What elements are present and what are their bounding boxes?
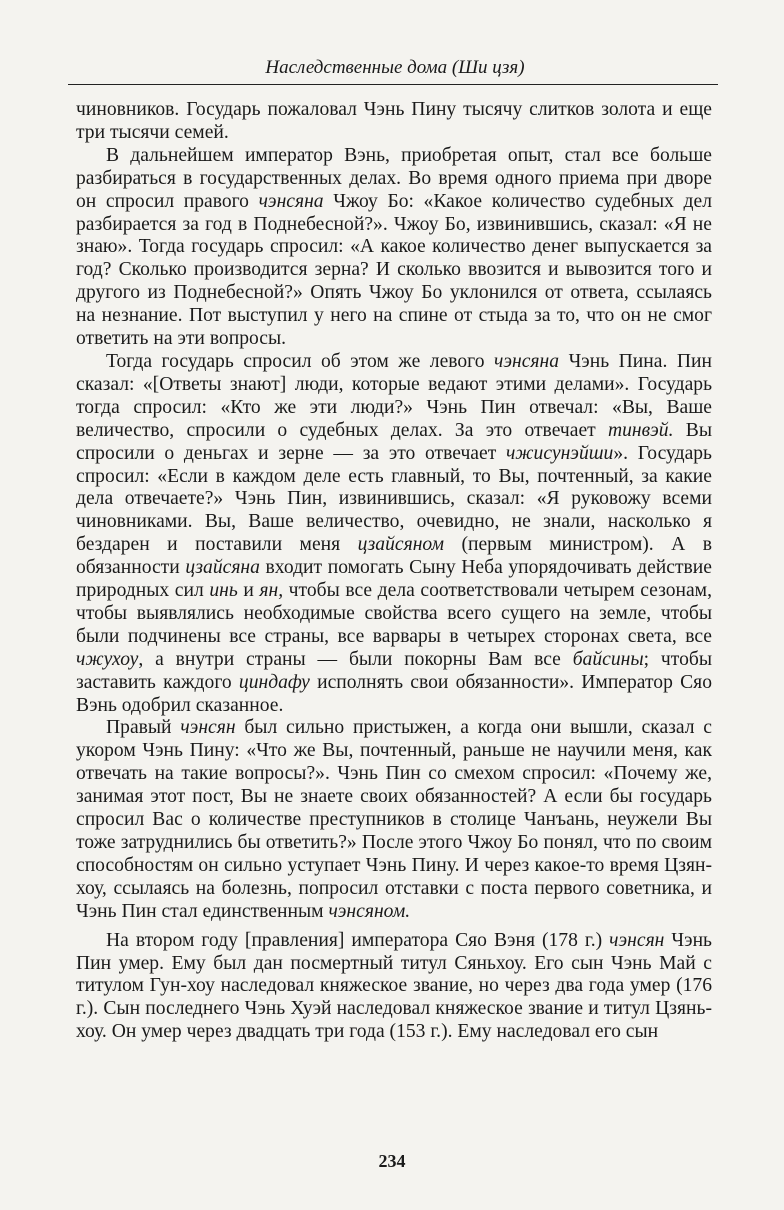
italic-term: чэнсяна xyxy=(258,190,324,212)
italic-term: циндафу xyxy=(238,671,310,693)
italic-term: чэнсяном. xyxy=(328,900,411,922)
text-run: исполнять свои обязанности». Император Сяо Вэнь одобрил сказанное. xyxy=(76,671,712,716)
italic-term: чэнсян xyxy=(609,929,665,951)
text-run: Вы спросили о деньгах и зерне — за это отвечает xyxy=(76,419,712,464)
italic-term: ян, xyxy=(259,580,284,602)
body-text xyxy=(76,99,712,1044)
italic-term: цзайсяном xyxy=(357,534,444,556)
italic-term: цзайсяна xyxy=(185,557,260,579)
text-run: На втором году [правления] императора Сяо Вэня (178 г.) xyxy=(106,929,610,951)
text-run: ». Государь спросил: «Если в каждом деле есть главный, то Вы, почтенный, за какие дела отвечаете?» Чэнь Пин, извинившись, сказал: «Я руковожу всеми чиновниками. Вы, Ваше величество, очевидно, не знали, насколько я бездарен и поставили меня xyxy=(76,442,712,556)
italic-term: чэнсян xyxy=(180,717,236,739)
text-run: ; чтобы заставить каждого xyxy=(76,648,712,693)
text-run: Правый xyxy=(106,717,181,739)
paragraph-4 xyxy=(76,717,712,923)
text-run: входит помогать Сыну Неба упорядочивать действие природных сил xyxy=(76,557,712,602)
paragraph-5 xyxy=(76,930,712,1045)
text-run: , а внутри страны — были покорны Вам все xyxy=(138,648,573,670)
text-run: В дальнейшем император Вэнь, приобретая опыт, стал все больше разбираться в государственных делах. Во время одного приема при дворе он спросил правого xyxy=(76,144,712,212)
header-rule xyxy=(68,84,718,85)
text-run: Чэнь Пина. Пин сказал: «[Ответы знают] люди, которые ведают этими делами». Государь тогда спросил: «Кто же эти люди?» Чэнь Пин отвечал: «Вы, Ваше величество, спросили о судебных делах. За это отвечает xyxy=(76,350,712,441)
text-run: чтобы все дела соответствовали четырем сезонам, чтобы выявлялись необходимые свойства всего сущего на земле, чтобы были подчинены все страны, все варвары в четырех сторонах света, все xyxy=(76,580,712,647)
text-run: чиновников. Государь пожаловал Чэнь Пину тысячу слитков золота и еще три тысячи семей. xyxy=(76,99,712,143)
text-run: (первым министром). А в обязанности xyxy=(76,534,712,579)
paragraph-3 xyxy=(76,351,712,718)
italic-term: тинвэй. xyxy=(607,419,674,441)
text-run: Чжоу Бо: «Какое количество судебных дел разбирается за год в Поднебесной?». Чжоу Бо, извинившись, сказал: «Я не знаю». Тогда государь спросил: «А какое количество денег выпускается за год? Сколько производится зерна? И сколько ввозится и вывозится того и другого из Поднебесной?» Опять Чжоу Бо уклонился от ответа, ссылаясь на незнание. Пот выступил у него на спине от стыда за то, что он не смог ответить на эти вопросы. xyxy=(76,190,712,350)
page-number: 234 xyxy=(378,1151,406,1171)
text-run: и xyxy=(237,580,260,602)
italic-term: чжисунэйши xyxy=(505,442,614,464)
italic-term: инь xyxy=(209,580,238,602)
italic-term: чэнсяна xyxy=(494,350,560,372)
text-run: Чэнь Пин умер. Ему был дан посмертный титул Сяньхоу. Его сын Чэнь Май с титулом Гун-хоу наследовал княжеское звание, но через два года умер (176 г.). Сын последнего Чэнь Хуэй наследовал княжеское звание и титул Цзянь-хоу. Он умер через двадцать три года (153 г.). Ему наследовал его сын xyxy=(76,929,712,1043)
running-header: Наследственные дома (Ши цзя) xyxy=(265,57,525,78)
paragraph-2 xyxy=(76,145,712,351)
italic-term: чжухоу xyxy=(76,648,139,670)
italic-term: байсины xyxy=(572,648,644,670)
paragraph-1 xyxy=(76,99,712,145)
text-run: Тогда государь спросил об этом же левого xyxy=(106,350,495,372)
text-run: был сильно пристыжен, а когда они вышли, сказал с укором Чэнь Пину: «Что же Вы, почтенный, раньше не научили меня, как отвечать на такие вопросы?». Чэнь Пин со смехом спросил: «Почему же, занимая этот пост, Вы не знаете своих обязанностей? А если бы государь спросил Вас о количестве преступников в столице Чанъань, неужели Вы тоже затруднились бы ответить?» После этого Чжоу Бо понял, что по своим способностям он сильно уступает Чэнь Пину. И через какое-то время Цзян-хоу, ссылаясь на болезнь, попросил отставки с поста первого советника, и Чэнь Пин стал единственным xyxy=(76,717,713,922)
